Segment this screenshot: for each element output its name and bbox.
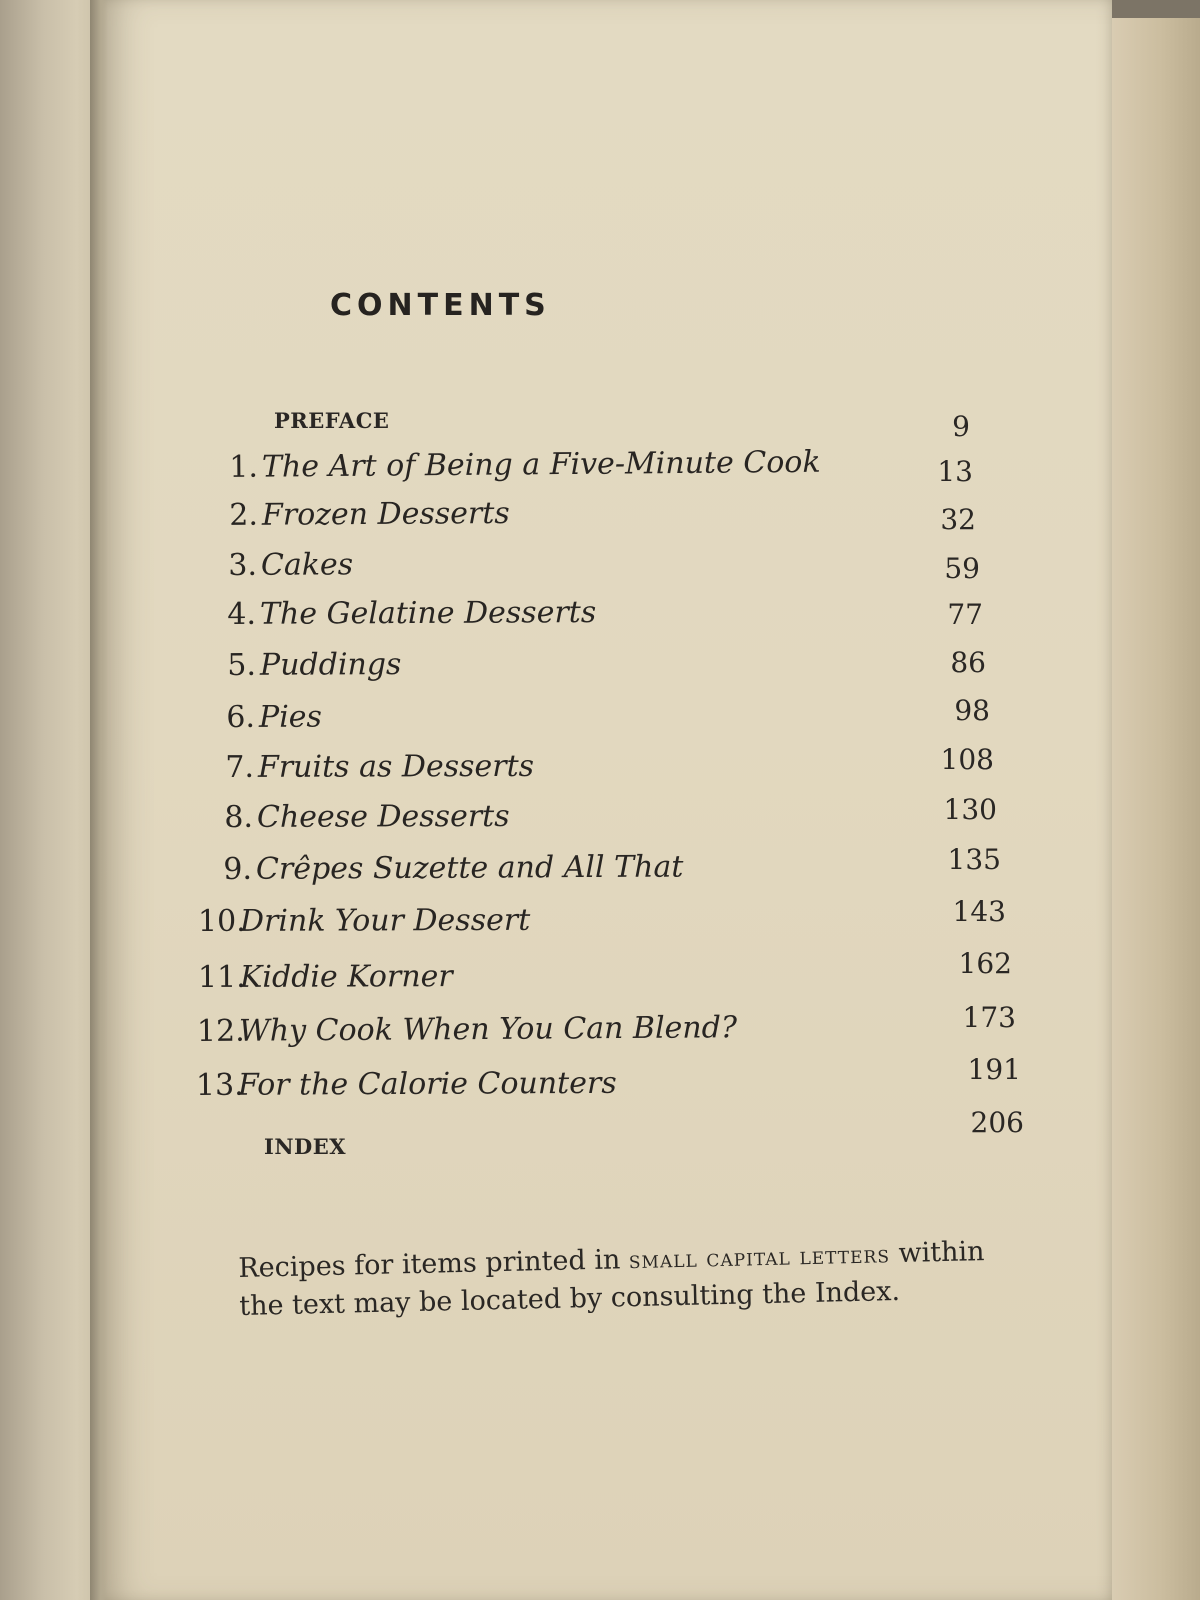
chapter-page-number: 108 (940, 743, 994, 776)
chapter-page-number: 130 (943, 793, 997, 826)
index-note-text-start: Recipes for items printed in (238, 1244, 630, 1284)
chapter-number: 10. (197, 903, 246, 939)
toc-row-chapter-9 (214, 850, 684, 896)
toc-row-chapter-13 (196, 1066, 617, 1112)
chapter-title: Pies (258, 699, 322, 735)
chapter-title: The Art of Being a Five-Minute Cook (261, 444, 821, 485)
chapter-page-number: 191 (967, 1053, 1021, 1086)
chapter-number: 5. (227, 647, 257, 683)
chapter-page-number: 135 (947, 843, 1001, 876)
chapter-number: 11. (197, 959, 246, 995)
chapter-title: Kiddie Korner (239, 959, 453, 995)
chapter-title: Puddings (259, 647, 402, 683)
toc-row-index (264, 1134, 346, 1178)
chapter-page-number: 59 (944, 552, 980, 585)
toc-row-chapter-4 (218, 595, 596, 641)
chapter-title: Drink Your Dessert (239, 902, 531, 939)
toc-row-preface (274, 408, 389, 452)
index-note-small-caps: small capital letters (628, 1240, 891, 1275)
chapter-page-number: 143 (952, 895, 1006, 928)
chapter-page-number: 162 (958, 947, 1012, 980)
chapter-title: Why Cook When You Can Blend? (238, 1010, 738, 1049)
toc-row-chapter-5 (218, 647, 402, 692)
chapter-page-number: 86 (950, 646, 986, 679)
chapter-number: 12. (196, 1013, 245, 1049)
chapter-title: Cakes (260, 547, 354, 583)
chapter-page-number: 32 (940, 503, 976, 536)
chapter-number: 13. (195, 1067, 244, 1103)
toc-row-chapter-6 (217, 700, 322, 744)
chapter-number: 8. (224, 799, 254, 835)
preface-label: PREFACE (274, 408, 390, 433)
chapter-number: 9. (223, 851, 253, 887)
chapter-title: For the Calorie Counters (237, 1065, 617, 1103)
chapter-number: 2. (229, 497, 259, 533)
chapter-page-number: 98 (954, 694, 990, 727)
chapter-page-number: 77 (947, 598, 983, 631)
chapter-number: 6. (226, 699, 256, 735)
toc-row-chapter-7 (216, 749, 534, 794)
chapter-title: Fruits as Desserts (257, 748, 535, 785)
index-note-text-end: within the text may be located by consulting the Index. (238, 1236, 985, 1323)
index-label: INDEX (264, 1134, 347, 1159)
contents-heading: CONTENTS (330, 288, 551, 323)
chapter-page-number: 173 (962, 1001, 1016, 1034)
chapter-title: Cheese Desserts (256, 798, 510, 835)
toc-row-chapter-8 (215, 799, 510, 844)
chapter-title: Frozen Desserts (261, 495, 510, 533)
toc-row-chapter-11 (198, 959, 453, 1004)
chapter-title: Crêpes Suzette and All That (255, 849, 684, 887)
toc-row-chapter-3 (219, 547, 353, 592)
chapter-number: 4. (227, 596, 257, 632)
index-page-number: 206 (970, 1106, 1024, 1139)
chapter-title: The Gelatine Desserts (259, 595, 597, 632)
toc-row-chapter-1 (220, 445, 821, 494)
chapter-number: 3. (228, 547, 258, 583)
toc-row-chapter-12 (197, 1010, 737, 1058)
toc-row-chapter-10 (198, 903, 530, 948)
toc-row-chapter-2 (220, 496, 510, 542)
preface-page-number: 9 (952, 410, 970, 443)
chapter-number: 1. (229, 449, 259, 485)
chapter-page-number: 13 (937, 455, 973, 488)
chapter-number: 7. (225, 749, 255, 785)
